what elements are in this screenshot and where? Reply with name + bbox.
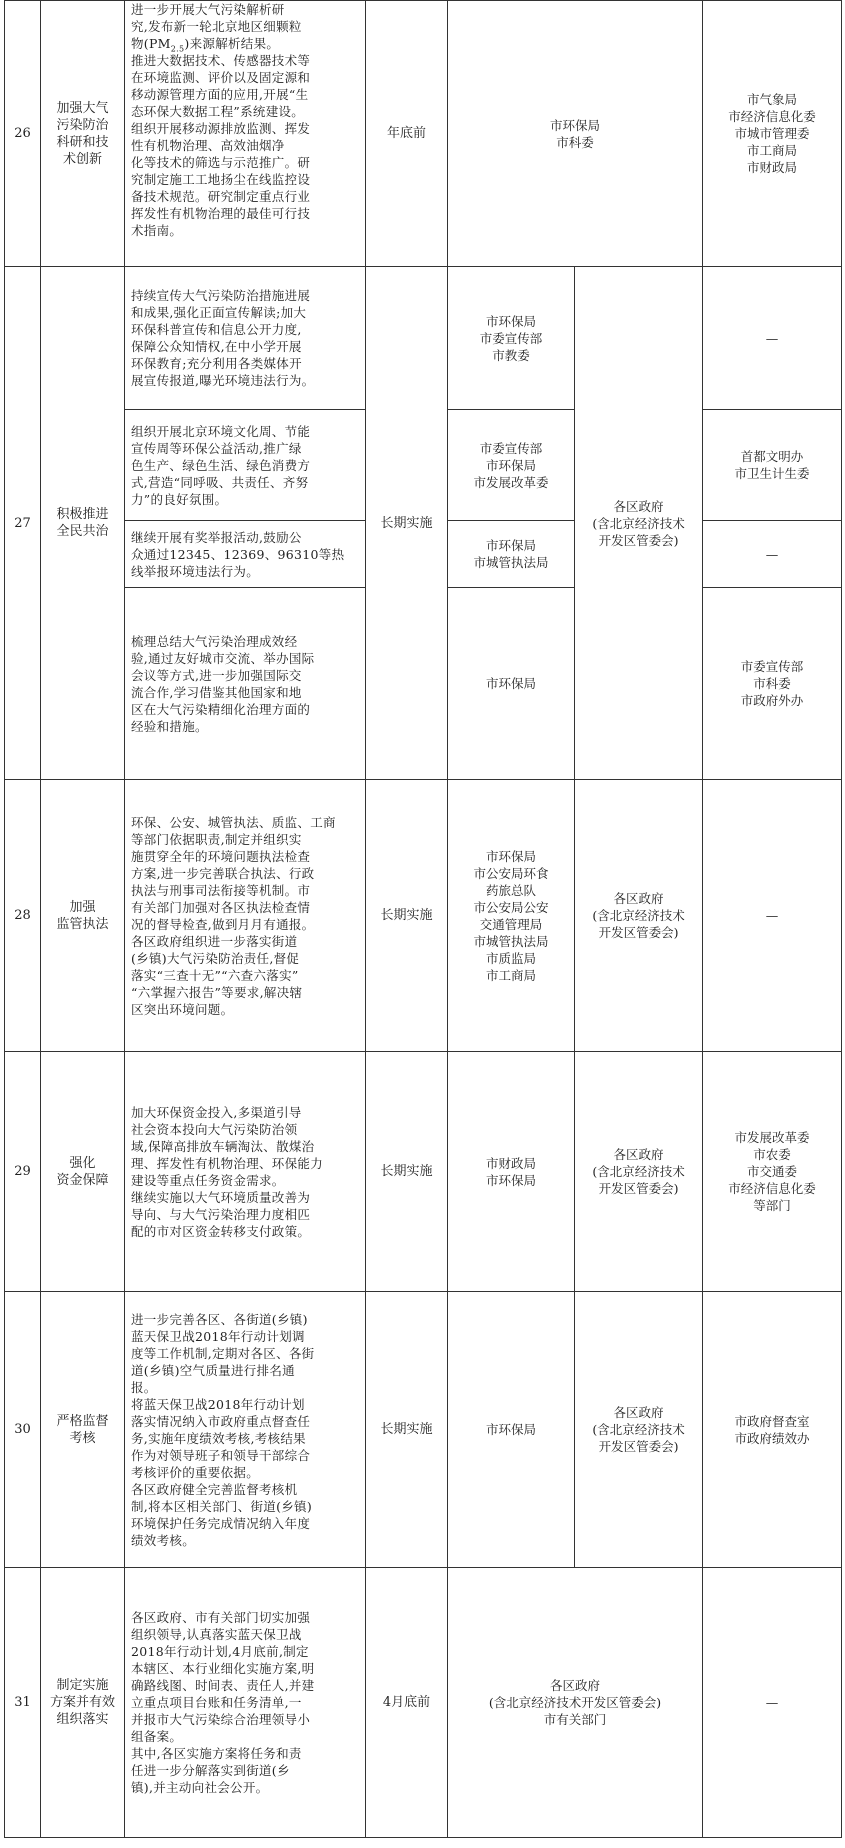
lead-units: 市环保局 市城管执法局 bbox=[448, 521, 575, 588]
task-content: 继续开展有奖举报活动,鼓励公 众通过12345、12369、96310等热 线举报环境违法行为。 bbox=[125, 521, 366, 588]
deadline: 长期实施 bbox=[366, 1052, 448, 1292]
task-area: 加强 监管执法 bbox=[41, 780, 125, 1052]
task-area: 制定实施 方案并有效 组织落实 bbox=[41, 1568, 125, 1838]
task-area: 严格监督 考核 bbox=[41, 1292, 125, 1568]
task-content: 加大环保资金投入,多渠道引导 社会资本投向大气污染防治领 域,保障高排放车辆淘汰、散煤治 理、挥发性有机物治理、环保能力 建设等重点任务资金需求。 继续实施以大气环境质量改善为 导向、与大气污染治理力度相匹 配的市对区资金转移支付政策。 bbox=[125, 1052, 366, 1292]
deadline: 年底前 bbox=[366, 1, 448, 267]
cooperating-units: 市委宣传部 市科委 市政府外办 bbox=[703, 588, 842, 780]
task-area: 积极推进 全民共治 bbox=[41, 267, 125, 780]
deadline: 长期实施 bbox=[366, 1292, 448, 1568]
lead-units: 市环保局 市公安局环食 药旅总队 市公安局公安 交通管理局 市城管执法局 市质监局 市工商局 bbox=[448, 780, 575, 1052]
table-row-31 bbox=[5, 1568, 842, 1838]
lead-units: 市财政局 市环保局 bbox=[448, 1052, 575, 1292]
row-number: 26 bbox=[5, 1, 41, 267]
task-area: 强化 资金保障 bbox=[41, 1052, 125, 1292]
task-content: 环保、公安、城管执法、质监、工商 等部门依据职责,制定并组织实 施贯穿全年的环境问题执法检查 方案,进一步完善联合执法、行政 执法与刑事司法衔接等机制。市 有关部门加强对各区执法检查情 况的督导检查,做到月月有通报。 各区政府组织进一步落实街道 (乡镇)大气污染防治责任,督促 落实“三查十无”“六查六落实” “六掌握六报告”等要求,解决辖 区突出环境问题。 bbox=[125, 780, 366, 1052]
deadline: 长期实施 bbox=[366, 267, 448, 780]
cooperating-units: 市政府督查室 市政府绩效办 bbox=[703, 1292, 842, 1568]
district-governments: 各区政府 (含北京经济技术 开发区管委会) bbox=[575, 1052, 703, 1292]
cooperating-units: 市发展改革委 市农委 市交通委 市经济信息化委 等部门 bbox=[703, 1052, 842, 1292]
row-number: 30 bbox=[5, 1292, 41, 1568]
cooperating-units: 市气象局 市经济信息化委 市城市管理委 市工商局 市财政局 bbox=[703, 1, 842, 267]
cooperating-units: 首都文明办 市卫生计生委 bbox=[703, 410, 842, 521]
deadline: 长期实施 bbox=[366, 780, 448, 1052]
task-content: 进一步开展大气污染解析研 究,发布新一轮北京地区细颗粒 物$(PM_{2.5})$来源解析结果。 推进大数据技术、传感器技术等 在环境监测、评价以及固定源和 移动源管理方面的应用,开展“生 态环保大数据工程”系统建设。 组织开展移动源排放监测、挥发 性有机物治理、高效油烟净 化等技术的筛选与示范推广。研 究制定施工工地扬尘在线监控设 备技术规范。研究制定重点行业 挥发性有机物治理的最佳可行技 术指南。 bbox=[125, 1, 366, 267]
deadline: 4月底前 bbox=[366, 1568, 448, 1838]
task-content: 进一步完善各区、各街道(乡镇) 蓝天保卫战2018年行动计划调 度等工作机制,定期对各区、各街 道(乡镇)空气质量进行排名通 报。 将蓝天保卫战2018年行动计划 落实情况纳入市政府重点督查任 务,实施年度绩效考核,考核结果 作为对领导班子和领导干部综合 考核评价的重要依据。 各区政府健全完善监督考核机 制,将本区相关部门、街道(乡镇) 环境保护任务完成情况纳入年度 绩效考核。 bbox=[125, 1292, 366, 1568]
lead-units: 各区政府 (含北京经济技术开发区管委会) 市有关部门 bbox=[448, 1568, 703, 1838]
table-row-28 bbox=[5, 780, 842, 1052]
task-content: 各区政府、市有关部门切实加强 组织领导,认真落实蓝天保卫战 2018年行动计划,4月底前,制定 本辖区、本行业细化实施方案,明 确路线图、时间表、责任人,并建 立重点项目台账和任务清单,一 并报市大气污染综合治理领导小 组备案。 其中,各区实施方案将任务和责 任进一步分解落实到街道(乡 镇),并主动向社会公开。 bbox=[125, 1568, 366, 1838]
cooperating-units: — bbox=[703, 267, 842, 410]
lead-units: 市环保局 市科委 bbox=[448, 1, 703, 267]
district-governments: 各区政府 (含北京经济技术 开发区管委会) bbox=[575, 1292, 703, 1568]
row-number: 29 bbox=[5, 1052, 41, 1292]
task-content: 梳理总结大气污染治理成效经 验,通过友好城市交流、举办国际 会议等方式,进一步加强国际交 流合作,学习借鉴其他国家和地 区在大气污染精细化治理方面的 经验和措施。 bbox=[125, 588, 366, 780]
lead-units: 市环保局 bbox=[448, 1292, 575, 1568]
cooperating-units: — bbox=[703, 1568, 842, 1838]
district-governments: 各区政府 (含北京经济技术 开发区管委会) bbox=[575, 267, 703, 780]
row-number: 31 bbox=[5, 1568, 41, 1838]
table-row-27a bbox=[5, 267, 842, 410]
cooperating-units: — bbox=[703, 521, 842, 588]
table-row-30 bbox=[5, 1292, 842, 1568]
task-area: 加强大气 污染防治 科研和技 术创新 bbox=[41, 1, 125, 267]
task-content: 组织开展北京环境文化周、节能 宣传周等环保公益活动,推广绿 色生产、绿色生活、绿色消费方 式,营造“同呼吸、共责任、齐努 力”的良好氛围。 bbox=[125, 410, 366, 521]
table-row-29 bbox=[5, 1052, 842, 1292]
lead-units: 市委宣传部 市环保局 市发展改革委 bbox=[448, 410, 575, 521]
task-table bbox=[4, 0, 842, 1838]
row-number: 27 bbox=[5, 267, 41, 780]
table-row-26 bbox=[5, 1, 842, 267]
row-number: 28 bbox=[5, 780, 41, 1052]
lead-units: 市环保局 bbox=[448, 588, 575, 780]
task-content: 持续宣传大气污染防治措施进展 和成果,强化正面宣传解读;加大 环保科普宣传和信息公开力度, 保障公众知情权,在中小学开展 环保教育;充分利用各类媒体开 展宣传报道,曝光环境违法行为。 bbox=[125, 267, 366, 410]
lead-units: 市环保局 市委宣传部 市教委 bbox=[448, 267, 575, 410]
district-governments: 各区政府 (含北京经济技术 开发区管委会) bbox=[575, 780, 703, 1052]
cooperating-units: — bbox=[703, 780, 842, 1052]
